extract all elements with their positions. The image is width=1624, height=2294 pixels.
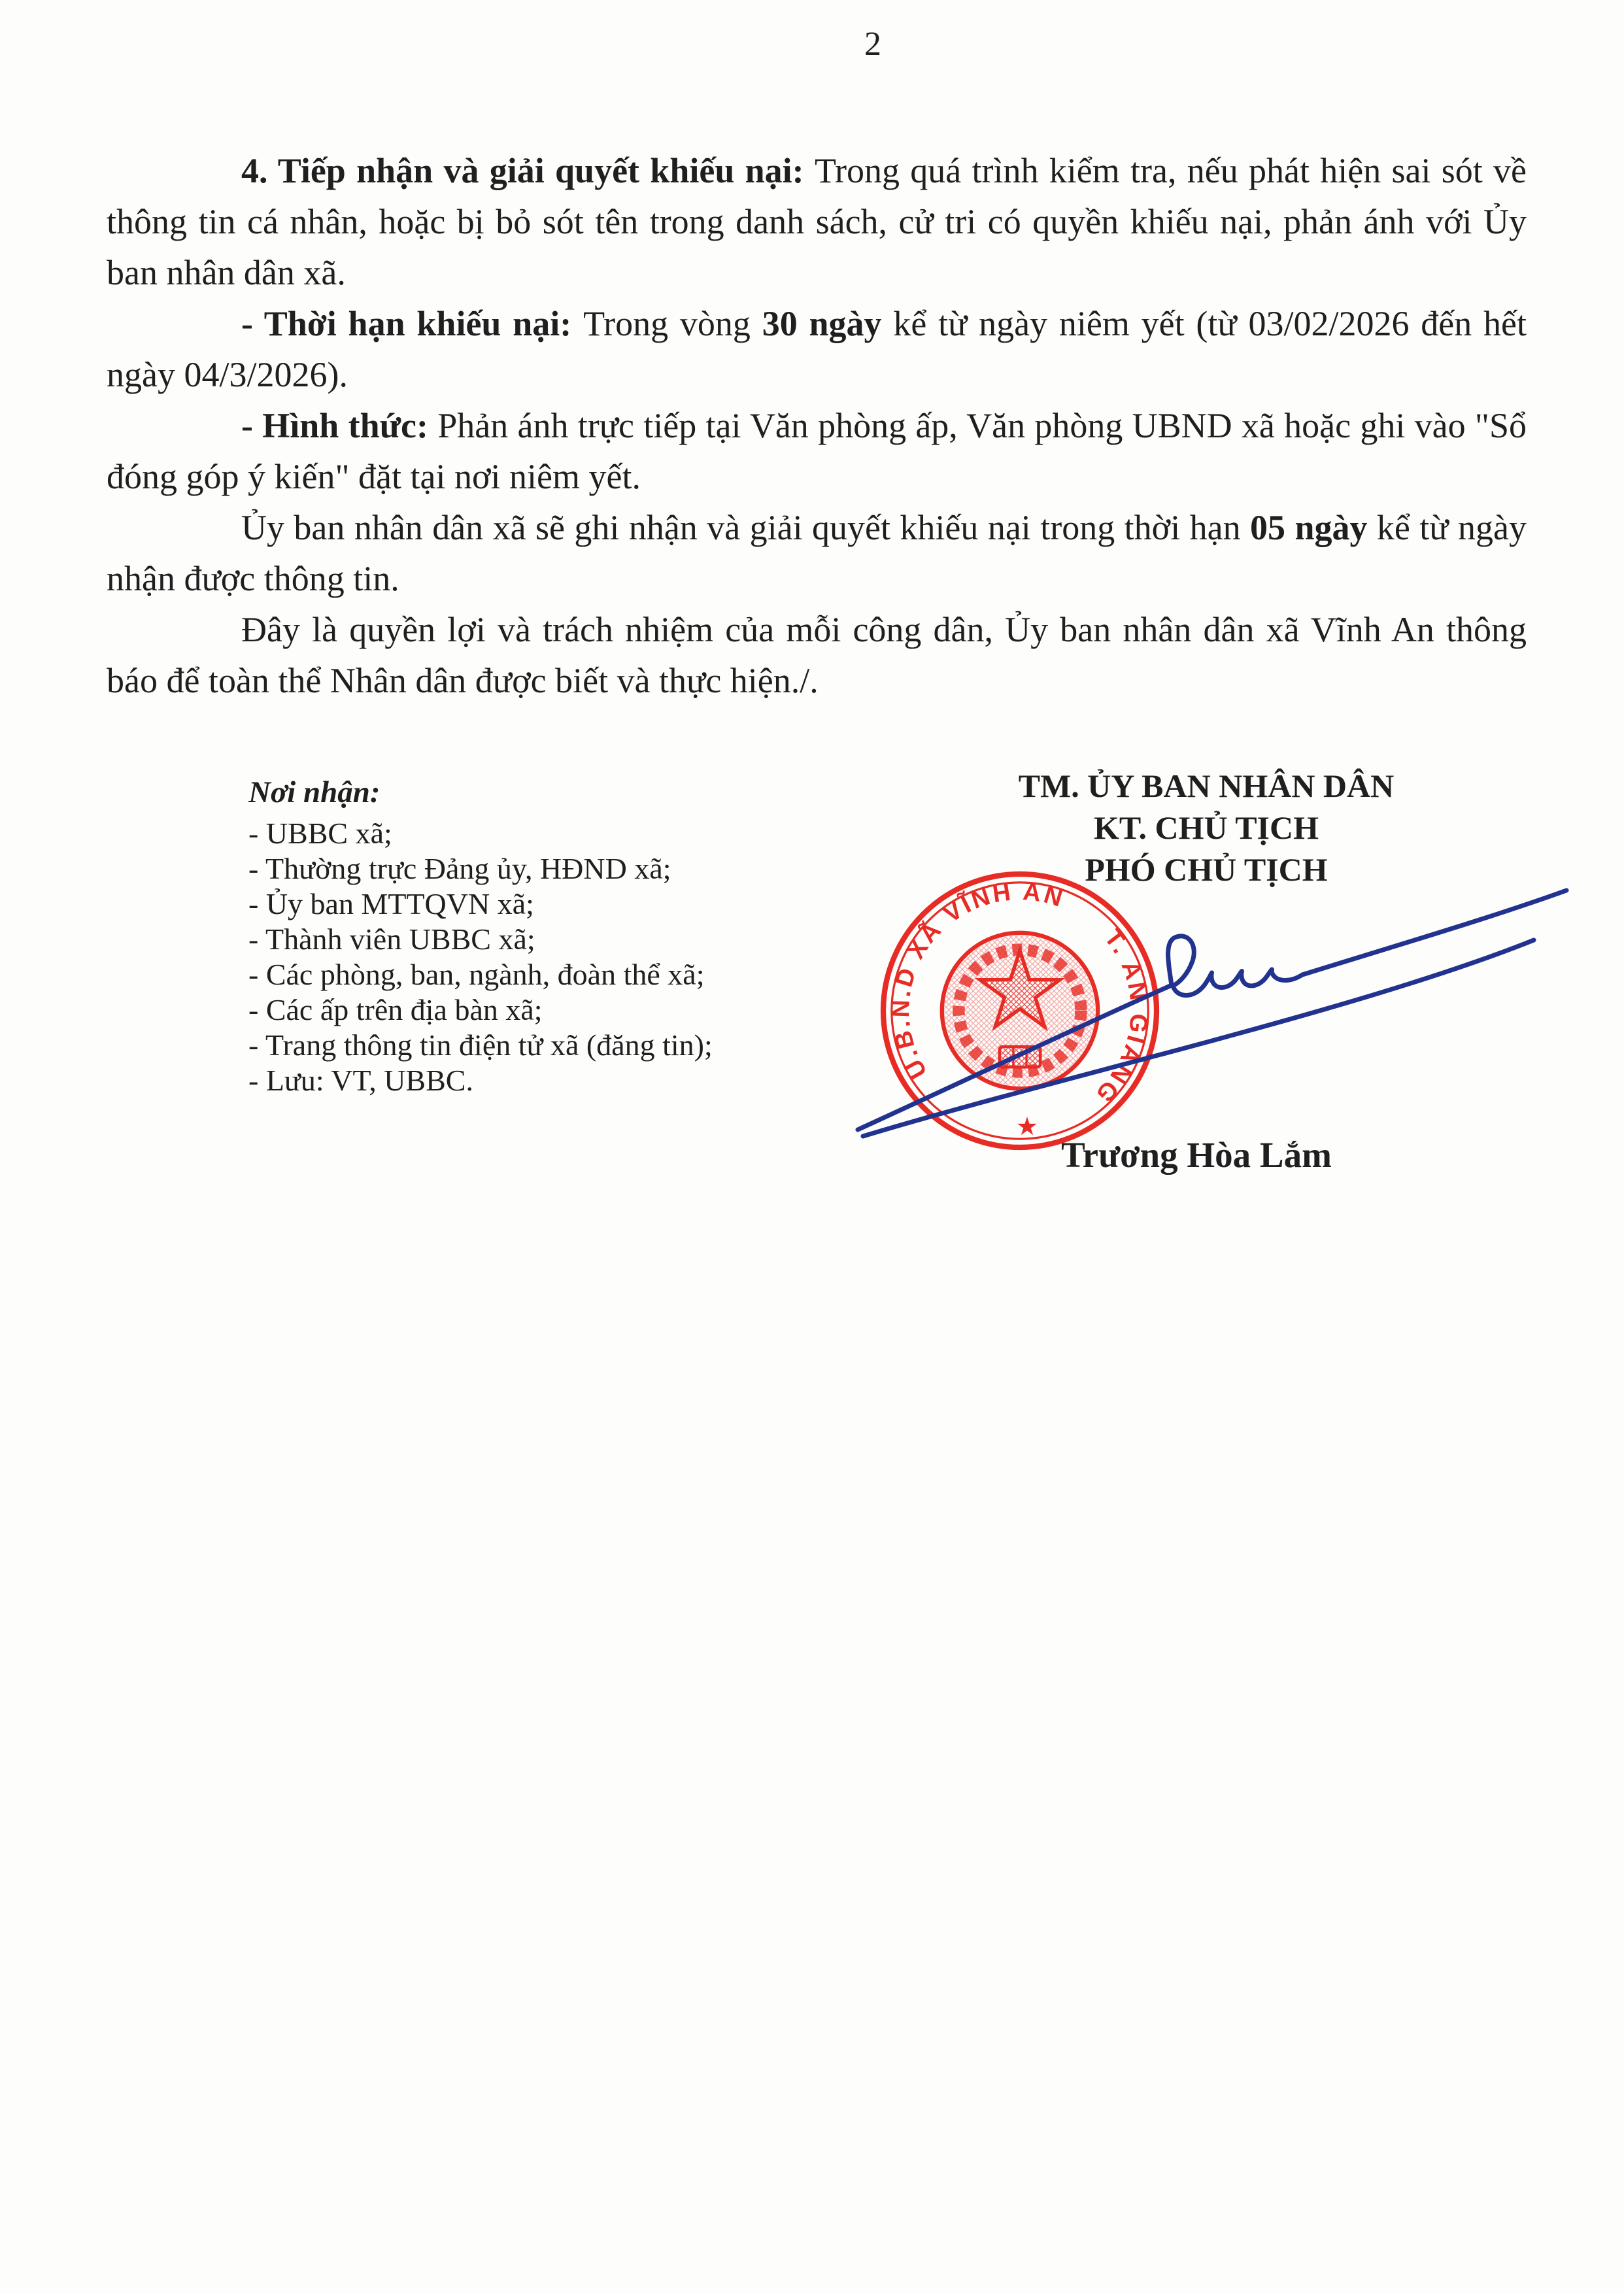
handwritten-signature: [837, 863, 1582, 1157]
text-run: 30 ngày: [762, 304, 894, 343]
paragraph: [107, 604, 1527, 706]
text-run: kể từ ngày nhận được thông tin.: [107, 508, 1527, 598]
recipient-item: - Thành viên UBBC xã;: [248, 922, 535, 956]
recipient-item: - Ủy ban MTTQVN xã;: [248, 887, 534, 920]
signer-name: Trương Hòa Lắm: [1061, 1135, 1332, 1175]
seal-arc-text-top: U.B.N.D XÃ VĨNH AN: [887, 877, 1068, 1084]
text-run: 4. Tiếp nhận và giải quyết khiếu nại:: [241, 151, 815, 190]
recipient-item: - Trang thông tin điện tử xã (đăng tin);: [248, 1028, 713, 1062]
seal-arc-text-right: T. AN GIANG: [1089, 924, 1154, 1110]
paragraph: [107, 145, 1527, 298]
text-run: Trong vòng: [583, 304, 762, 343]
text-run: kể từ ngày niêm yết (từ 03/02/2026 đến hết ngày 04/3/2026).: [107, 304, 1527, 394]
seal-bottom-star-icon: ★: [1015, 1111, 1039, 1141]
text-run: Ủy ban nhân dân xã sẽ ghi nhận và giải quyết khiếu nại trong thời hạn: [241, 508, 1251, 547]
text-run: Phản ánh trực tiếp tại Văn phòng ấp, Văn phòng UBND xã hoặc ghi vào "Sổ đóng góp ý kiến" đặt tại nơi niêm yết.: [107, 406, 1527, 496]
page-number: 2: [864, 25, 881, 63]
paragraph: [107, 400, 1527, 502]
recipient-item: - Thường trực Đảng ủy, HĐND xã;: [248, 852, 671, 885]
recipients-title: Nơi nhận:: [248, 775, 381, 809]
recipients-list: [248, 816, 713, 1098]
signature-underline-stroke: [863, 940, 1534, 1136]
text-run: 05 ngày: [1250, 508, 1377, 547]
text-run: Trong quá trình kiểm tra, nếu phát hiện sai sót về thông tin cá nhân, hoặc bị bỏ sót tên trong danh sách, cử tri có quyền khiếu nại, phản ánh với Ủy ban nhân dân xã.: [107, 151, 1527, 292]
recipient-item: - UBBC xã;: [248, 817, 392, 850]
signature-main-stroke: [858, 890, 1566, 1130]
paragraph: [107, 298, 1527, 400]
deputy-line: KT. CHỦ TỊCH: [1093, 809, 1319, 846]
authority-line: TM. ỦY BAN NHÂN DÂN: [1018, 767, 1395, 804]
text-run: - Thời hạn khiếu nại:: [241, 304, 584, 343]
paragraph: [107, 502, 1527, 604]
recipient-item: - Các ấp trên địa bàn xã;: [248, 993, 543, 1026]
recipients-block: [248, 774, 713, 1098]
document-body: [107, 145, 1527, 706]
position-line: PHÓ CHỦ TỊCH: [1085, 851, 1328, 888]
text-run: - Hình thức:: [241, 406, 438, 445]
recipient-item: - Các phòng, ban, ngành, đoàn thể xã;: [248, 958, 705, 991]
text-run: Đây là quyền lợi và trách nhiệm của mỗi công dân, Ủy ban nhân dân xã Vĩnh An thông báo để toàn thể Nhân dân được biết và thực hiện./.: [107, 610, 1527, 700]
recipient-item: - Lưu: VT, UBBC.: [248, 1064, 473, 1097]
